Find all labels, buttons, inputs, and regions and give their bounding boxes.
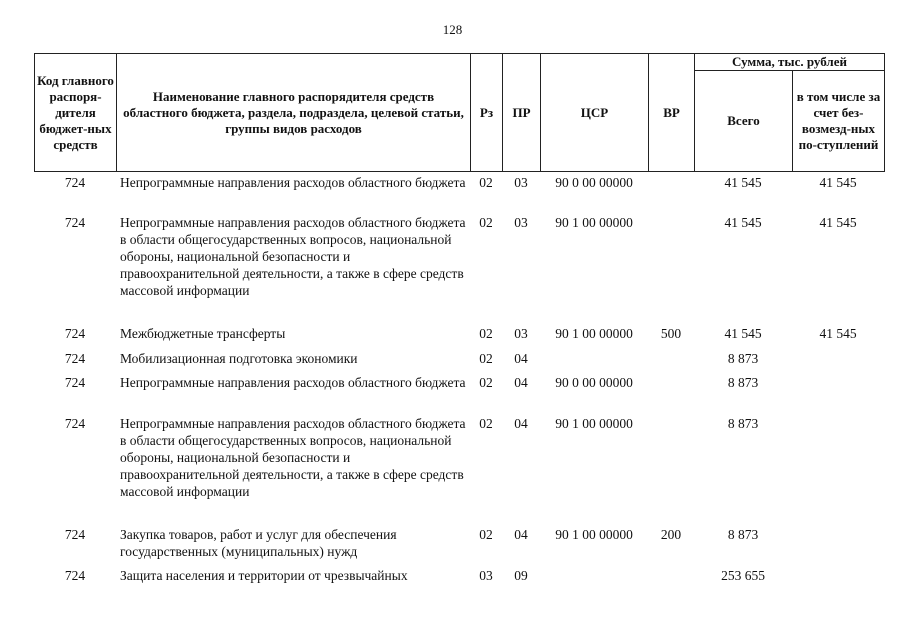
row-code: 724: [64, 215, 86, 230]
row-total: 41 545: [724, 326, 762, 341]
table-row: [34, 567, 884, 584]
row-rz: 02: [479, 175, 493, 190]
header-free: в том числе за счет без-возмезд-ных по-ступлений: [793, 71, 885, 172]
row-name: Межбюджетные трансферты: [120, 326, 286, 341]
row-name: Непрограммные направления расходов областного бюджета: [120, 375, 466, 390]
row-pr: 03: [514, 175, 528, 190]
header-total: Всего: [695, 71, 793, 172]
row-free: 41 545: [819, 326, 857, 341]
row-pr: 03: [514, 326, 528, 341]
row-total: 8 873: [727, 351, 759, 366]
row-total: 41 545: [724, 215, 762, 230]
row-pr: 03: [514, 215, 528, 230]
row-csr: 90 0 00 00000: [555, 175, 633, 190]
row-total: 8 873: [727, 375, 759, 390]
row-rz: 02: [479, 215, 493, 230]
row-csr: 90 1 00 00000: [555, 416, 633, 431]
table-row: [34, 350, 884, 367]
table-row: [34, 374, 884, 391]
header-rz: Рз: [471, 54, 503, 172]
row-csr: 90 1 00 00000: [555, 326, 633, 341]
table-row: [34, 526, 884, 560]
row-code: 724: [64, 416, 86, 431]
row-rz: 03: [479, 568, 493, 583]
row-csr: 90 1 00 00000: [555, 215, 633, 230]
row-csr: 90 1 00 00000: [555, 527, 633, 542]
row-vr: 200: [660, 527, 682, 542]
table-row: [34, 214, 884, 299]
header-vr: ВР: [649, 54, 695, 172]
header-code: Код главного распоря-дителя бюджет-ных средств: [35, 54, 117, 172]
row-csr: 90 0 00 00000: [555, 375, 633, 390]
row-code: 724: [64, 375, 86, 390]
row-name: Непрограммные направления расходов областного бюджета: [120, 175, 466, 190]
header-name: Наименование главного распорядителя средств областного бюджета, раздела, подраздела, целевой статьи, группы видов расходов: [117, 54, 471, 172]
row-rz: 02: [479, 527, 493, 542]
row-code: 724: [64, 326, 86, 341]
row-name: Мобилизационная подготовка экономики: [120, 351, 358, 366]
row-free: 41 545: [819, 215, 857, 230]
page-number: 128: [442, 22, 463, 37]
row-code: 724: [64, 568, 86, 583]
header-sum-group: Сумма, тыс. рублей: [695, 54, 885, 71]
row-total: 41 545: [724, 175, 762, 190]
row-total: 8 873: [727, 416, 759, 431]
row-code: 724: [64, 527, 86, 542]
row-name: Защита населения и территории от чрезвычайных: [120, 568, 408, 583]
table-row: [34, 325, 884, 342]
row-total: 253 655: [721, 568, 765, 583]
row-rz: 02: [479, 416, 493, 431]
row-pr: 04: [514, 351, 528, 366]
table-row: [34, 415, 884, 500]
row-pr: 04: [514, 375, 528, 390]
table-row: [34, 174, 884, 191]
row-rz: 02: [479, 351, 493, 366]
row-code: 724: [64, 351, 86, 366]
row-name: Непрограммные направления расходов областного бюджета в области общегосударственных вопросов, национальной обороны, национальной безопасности и правоохранительной деятельности, а также в сфере средств массовой информации: [120, 215, 466, 298]
header-pr: ПР: [503, 54, 541, 172]
row-pr: 04: [514, 416, 528, 431]
row-vr: 500: [660, 326, 682, 341]
row-name: Закупка товаров, работ и услуг для обеспечения государственных (муниципальных) нужд: [120, 527, 397, 559]
row-code: 724: [64, 175, 86, 190]
row-rz: 02: [479, 326, 493, 341]
row-free: 41 545: [819, 175, 857, 190]
row-pr: 04: [514, 527, 528, 542]
row-rz: 02: [479, 375, 493, 390]
row-name: Непрограммные направления расходов областного бюджета в области общегосударственных вопросов, национальной обороны, национальной безопасности и правоохранительной деятельности, а также в сфере средств массовой информации: [120, 416, 466, 499]
row-total: 8 873: [727, 527, 759, 542]
row-pr: 09: [514, 568, 528, 583]
table-header: [34, 53, 885, 172]
header-csr: ЦСР: [541, 54, 649, 172]
